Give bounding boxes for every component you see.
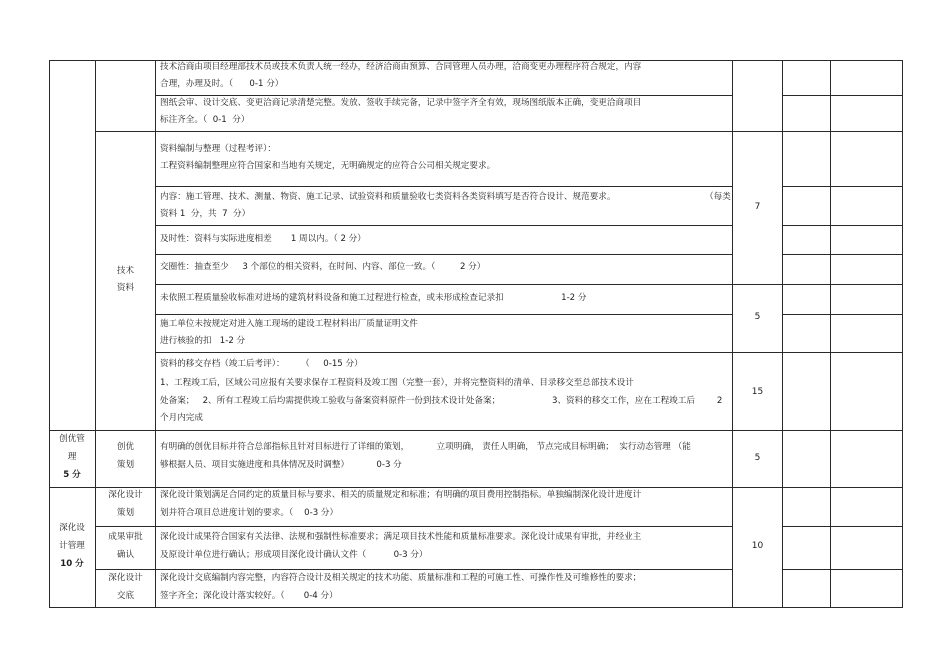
category-label: 理 [67,452,77,462]
criterion-text: 资料的移交存档（竣工后考评）： （ 0-15 分） [160,359,363,369]
criterion-text: 3、资料的移交工作，应在工程竣工后 2 [552,396,723,406]
category-label: 计管理 [59,541,85,551]
score-value: 7 [754,202,761,212]
score-value: 15 [751,387,764,397]
criterion-text: 合理，办理及时。（ 0-1 分） [160,79,284,89]
subcategory-label: 策划 [116,460,135,470]
criterion-text: 交圈性：抽查至少 3 个部位的相关资料，在时间、内容、部位一致。（ 2 分） [160,262,486,272]
criterion-text: 未依照工程质量验收标准对进场的建筑材料设备和施工过程进行检查，或未形成检查记录扣 1-2 分 [160,293,587,303]
category-score: 5 分 [63,470,81,480]
subcategory-label: 深化设计 [108,573,143,583]
criterion-text: 资料 1 分，共 7 分） [160,209,251,219]
criterion-text: 及原设计单位进行确认；形成项目深化设计确认文件（ 0-3 分） [160,550,428,560]
score-value: 5 [754,453,761,463]
subcategory-label: 策划 [116,508,135,518]
criterion-text: 深化设计策划满足合同约定的质量目标与要求、相关的质量规定和标准；有明确的项目费用控制指标。单独编制深化设计进度计 [160,490,642,500]
criterion-text: 签字齐全；深化设计落实较好。（ 0-4 分） [160,591,338,601]
subcategory-label: 确认 [116,550,135,560]
criterion-text: 1、工程竣工后，区域公司应报有关要求保存工程资料及竣工图（完整一套），并将完整资料的清单、目录移交至总部技术设计 [160,378,634,388]
criterion-text: 划并符合项目总进度计划的要求。（ 0-3 分） [160,508,339,518]
criterion-text: 资料编制与整理（过程考评）： [160,144,277,154]
subcategory-label: 成果审批 [108,532,143,542]
subcategory-label: 资料 [116,283,135,293]
score-value: 10 [751,541,764,551]
category-label: 深化设 [59,523,85,533]
criterion-text: 个月内完成 [160,413,203,423]
category-label: 创优管 [59,434,85,444]
subcategory-label: 创优 [116,442,135,452]
criterion-text: 图纸会审、设计交底、变更洽商记录清楚完整。发放、签收手续完备，记录中签字齐全有效，现场图纸版本正确，变更洽商项目 [160,98,642,108]
category-score: 10 分 [60,559,84,569]
criterion-text: 深化设计成果符合国家有关法律、法规和强制性标准要求；满足项目技术性能和质量标准要求。深化设计成果有审批，并经业主 [160,532,642,542]
criterion-text: 技术洽商由项目经理部技术员或技术负责人统一经办，经济洽商由预算、合同管理人员办理，洽商变更办理程序符合规定，内容 [160,62,642,72]
score-value: 5 [754,312,761,322]
subcategory-label: 交底 [116,591,135,601]
criterion-text: 进行核验的扣 1-2 分 [160,336,246,346]
criterion-text: （每类 [705,192,731,202]
criterion-text: 标注齐全。（ 0-1 分） [160,115,250,125]
subcategory-label: 技术 [116,266,135,276]
criterion-text: 工程资料编制整理应符合国家和当地有关规定，无明确规定的应符合公司相关规定要求。 [160,161,496,171]
criterion-text: 有明确的创优目标并符合总部指标且针对目标进行了详细的策划， 立项明确， 责任人明确， 节点完成目标明确； 实行动态管理 （能 [160,442,691,452]
subcategory-label: 深化设计 [108,490,143,500]
criterion-text: 够根据人员、项目实施进度和具体情况及时调整） 0-3 分 [160,460,402,470]
criterion-text: 处备案； 2、所有工程竣工后均需提供竣工验收与备案资料原件一份到技术设计处备案； [160,396,501,406]
criterion-text: 及时性：资料与实际进度相差 1 周以内。（ 2 分） [160,234,366,244]
criterion-text: 深化设计交底编制内容完整，内容符合设计及相关规定的技术功能、质量标准和工程的可施工性、可操作性及可维修性的要求； [160,573,642,583]
criterion-text: 施工单位未按规定对进入施工现场的建设工程材料出厂质量证明文件 [160,319,418,329]
criterion-text: 内容：施工管理、技术、测量、物资、施工记录、试验资料和质量验收七类资料各类资料填写是否符合设计、规范要求。 [160,192,616,202]
